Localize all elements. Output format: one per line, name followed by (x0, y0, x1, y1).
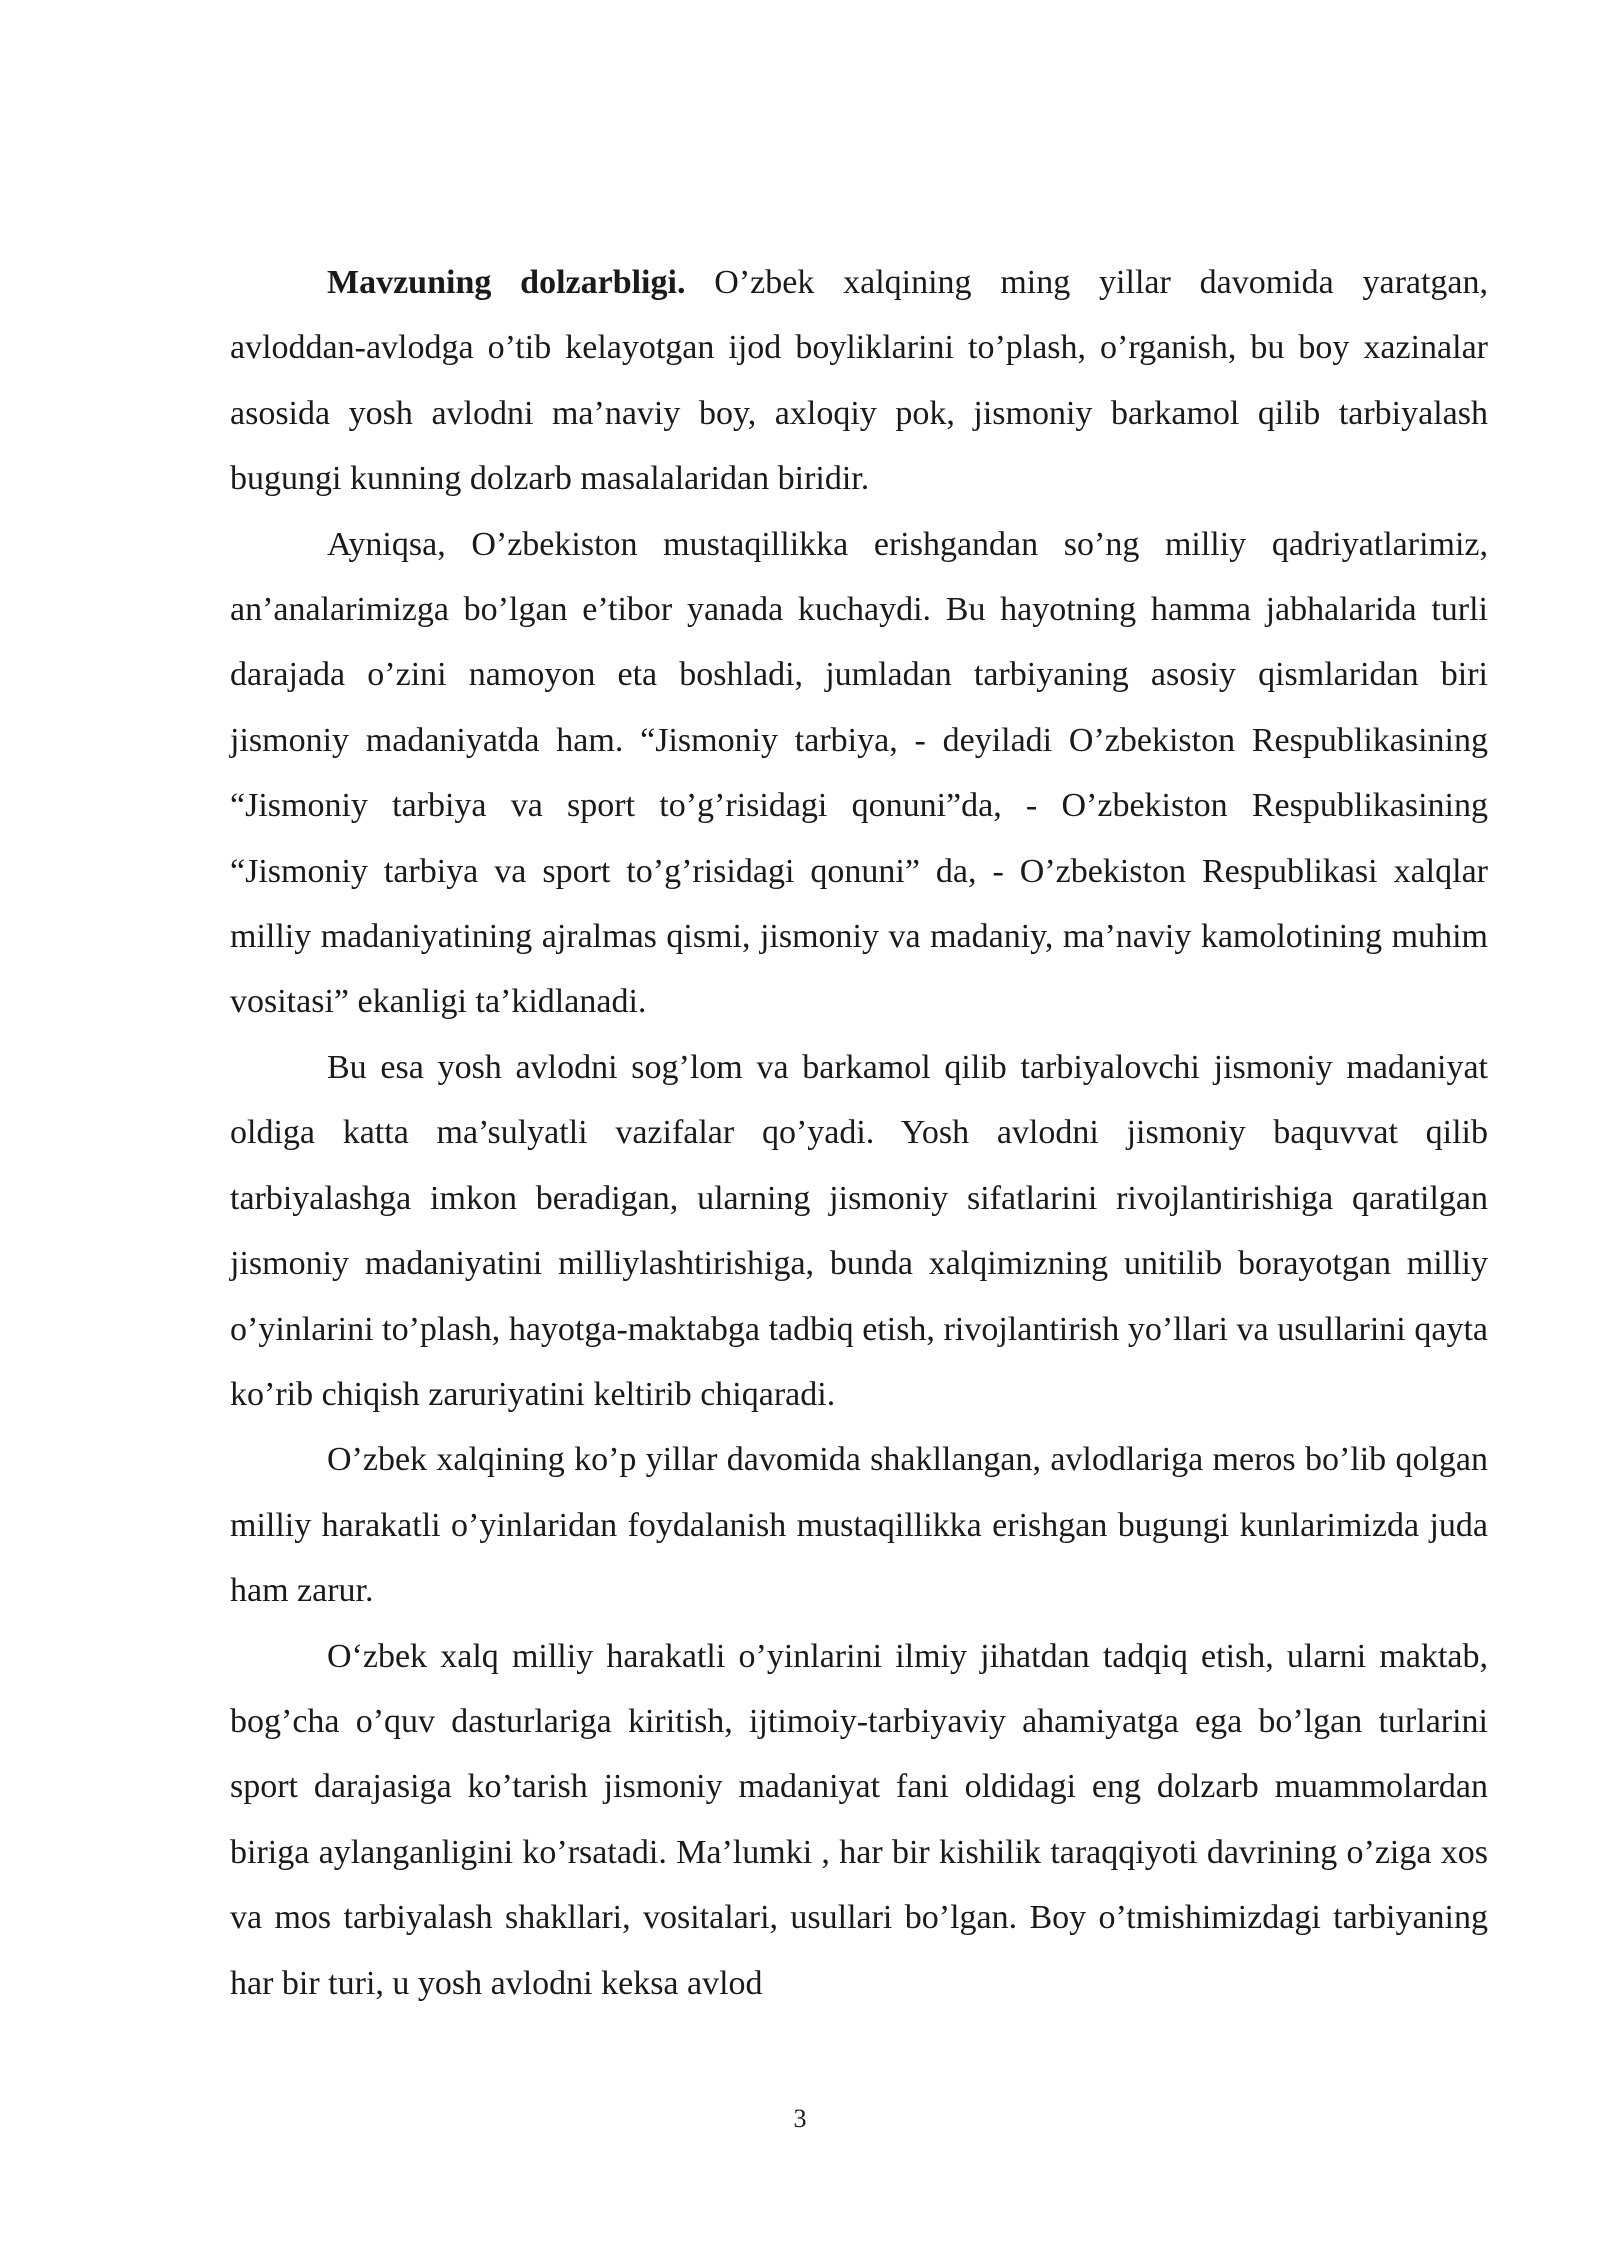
paragraph-1-text: O’zbek xalqining ming yillar davomida yaratgan, avloddan-avlodga o’tib kelayotgan ijod boyliklarini to’plash, o’rganish, bu boy xazinalar asosida yosh avlodni ma’naviy boy, axloqiy pok, jismoniy barkamol qilib tarbiyalash bugungi kunning dolzarb masalalaridan biridir. (230, 264, 1489, 498)
paragraph-1 (230, 250, 1488, 512)
section-heading: Mavzuning dolzarbligi. (327, 264, 686, 301)
page-number: 3 (793, 2104, 807, 2133)
paragraph-2: Ayniqsa, O’zbekiston mustaqillikka erishgandan so’ng milliy qadriyatlarimiz, an’analarimizga bo’lgan e’tibor yanada kuchaydi. Bu hayotning hamma jabhalarida turli darajada o’zini namoyon eta boshladi, jumladan tarbiyaning asosiy qismlaridan biri jismoniy madaniyatda ham. “Jismoniy tarbiya, - deyiladi O’zbekiston Respublikasining “Jismoniy tarbiya va sport to’g’risidagi qonuni”da, - O’zbekiston Respublikasining “Jismoniy tarbiya va sport to’g’risidagi qonuni” da, - O’zbekiston Respublikasi xalqlar milliy madaniyatining ajralmas qismi, jismoniy va madaniy, ma’naviy kamolotining muhim vositasi” ekanligi ta’kidlanadi. (230, 525, 1488, 1021)
paragraph-5: O‘zbek xalq milliy harakatli o’yinlarini ilmiy jihatdan tadqiq etish, ularni maktab, bog’cha o’quv dasturlariga kiritish, ijtimoiy-tarbiyaviy ahamiyatga ega bo’lgan turlarini sport darajasiga ko’tarish jismoniy madaniyat fani oldidagi eng dolzarb muammolardan biriga aylanganligini ko’rsatadi. Ma’lumki , har bir kishilik taraqqiyoti davrining o’ziga xos va mos tarbiyalash shakllari, vositalari, usullari bo’lgan. Boy o’tmishimizdagi tarbiyaning har bir turi, u yosh avlodni keksa avlod (230, 1637, 1488, 2002)
paragraph-3: Bu esa yosh avlodni sog’lom va barkamol qilib tarbiyalovchi jismoniy madaniyat oldiga katta ma’sulyatli vazifalar qo’yadi. Yosh avlodni jismoniy baquvvat qilib tarbiyalashga imkon beradigan, ularning jismoniy sifatlarini rivojlantirishiga qaratilgan jismoniy madaniyatini milliylashtirishiga, bunda xalqimizning unitilib borayotgan milliy o’yinlarini to’plash, hayotga-maktabga tadbiq etish, rivojlantirish yo’llari va usullarini qayta ko’rib chiqish zaruriyatini keltirib chiqaradi. (230, 1048, 1488, 1413)
body-text (230, 250, 1488, 2016)
paragraph-4: O’zbek xalqining ko’p yillar davomida shakllangan, avlodlariga meros bo’lib qolgan milliy harakatli o’yinlaridan foydalanish mustaqillikka erishgan bugungi kunlarimizda juda ham zarur. (230, 1441, 1488, 1610)
